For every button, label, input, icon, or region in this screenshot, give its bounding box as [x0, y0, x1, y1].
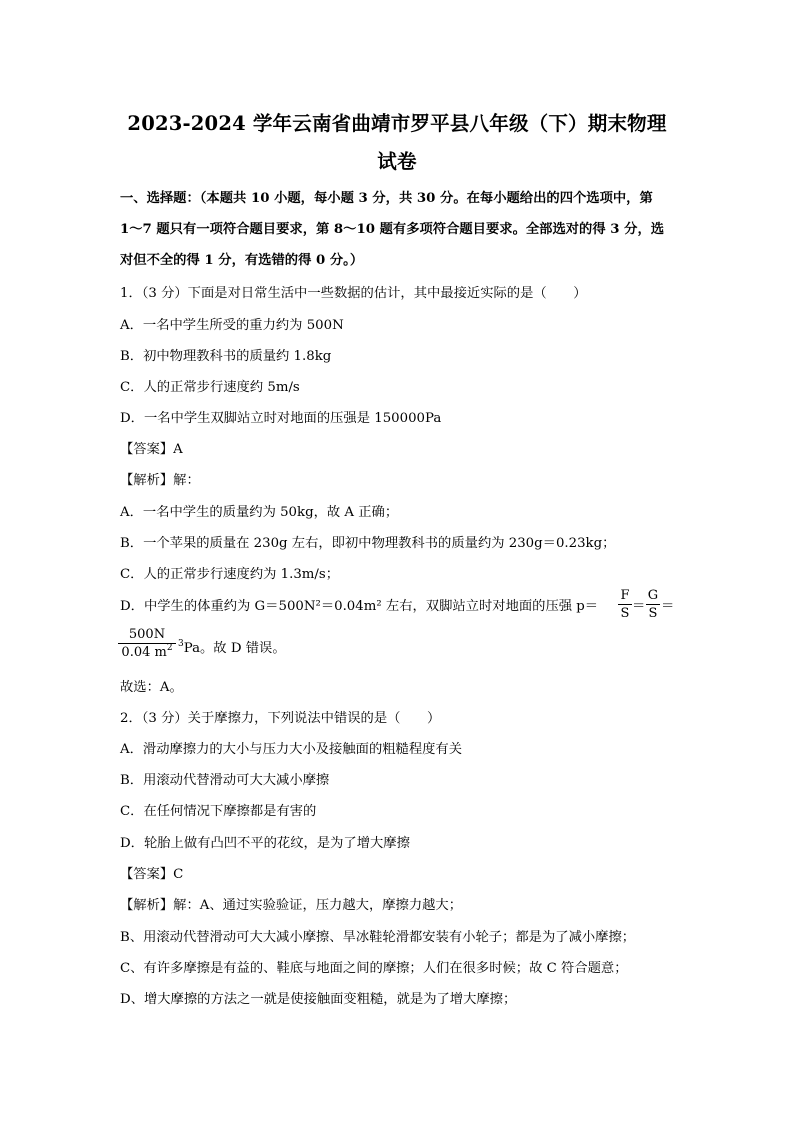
question-1-explanation-d-continued [178, 637, 286, 656]
question-1-answer: 【答案】A [120, 442, 183, 457]
question-2-answer: 【答案】C [120, 867, 184, 882]
fraction-denominator [118, 645, 176, 660]
fraction-g-over-s [646, 588, 660, 621]
section-instructions-line1: 一、选择题：（本题共 10 小题，每小题 3 分，共 30 分。在每小题给出的四个选项中，第 [120, 191, 653, 206]
question-1-option-b: B．初中物理教科书的质量约 1.8kg [120, 349, 332, 364]
question-2-option-d: D．轮胎上做有凸凹不平的花纹，是为了增大摩擦 [120, 836, 410, 851]
fraction-bar [618, 604, 632, 605]
fraction-bar [646, 604, 660, 605]
question-1-option-c: C．人的正常步行速度约 5m/s [120, 380, 300, 395]
fraction-denominator: S [620, 606, 630, 621]
fraction-denominator-base: 0.04 m [121, 645, 167, 660]
question-1-explanation-c: C．人的正常步行速度约为 1.3m/s； [120, 567, 340, 582]
question-1-analysis-heading: 【解析】解： [120, 473, 200, 488]
fraction-denominator-exponent: 2 [166, 643, 173, 653]
fraction-500n-over-area [118, 627, 176, 660]
question-2-stem: 2．（3 分）关于摩擦力，下列说法中错误的是（ ） [120, 711, 441, 726]
question-1-explanation-a: A．一名中学生的质量约为 50kg，故 A 正确； [120, 505, 399, 520]
stray-superscript: 3 [178, 639, 184, 649]
question-1-option-d: D．一名中学生双脚站立时对地面的压强是 150000Pa [120, 411, 442, 426]
question-2-explanation-1: 【解析】解：A、通过实验验证，压力越大，摩擦力越大； [120, 898, 463, 913]
fraction-denominator: S [648, 606, 658, 621]
fraction-numerator: F [620, 588, 630, 603]
question-2-explanation-3: C、有许多摩擦是有益的、鞋底与地面之间的摩擦；人们在很多时候；故 C 符合题意； [120, 961, 628, 976]
question-2-option-b: B．用滚动代替滑动可大大减小摩擦 [120, 773, 330, 788]
question-1-option-a: A．一名中学生所受的重力约为 500N [120, 318, 344, 333]
question-2-explanation-2: B、用滚动代替滑动可大大减小摩擦、旱冰鞋轮滑都安装有小轮子；都是为了减小摩擦； [120, 930, 636, 945]
section-instructions-line3: 对但不全的得 1 分，有选错的得 0 分。） [120, 253, 364, 268]
question-1-explanation-d: D．中学生的体重约为 G＝500N²＝0.04m² 左右，双脚站立时对地面的压强 p＝ [120, 599, 599, 614]
fraction-numerator: 500N [128, 627, 166, 642]
question-1-conclusion: 故选：A。 [120, 680, 183, 695]
fraction-numerator: G [647, 588, 659, 603]
explanation-d-tail: Pa。故 D 错误。 [183, 641, 286, 656]
question-2-explanation-4: D、增大摩擦的方法之一就是使接触面变粗糙，就是为了增大摩擦； [120, 992, 517, 1007]
equals-sign: ＝ [661, 599, 675, 614]
fraction-f-over-s [618, 588, 632, 621]
equals-sign: ＝ [632, 599, 646, 614]
question-1-explanation-b: B．一个苹果的质量在 230g 左右，即初中物理教科书的质量约为 230g＝0.23kg； [120, 536, 616, 551]
question-2-option-a: A．滑动摩擦力的大小与压力大小及接触面的粗糙程度有关 [120, 742, 463, 757]
page-title-line2: 试卷 [377, 150, 417, 173]
section-instructions-line2: 1～7 题只有一项符合题目要求，第 8～10 题有多项符合题目要求。全部选对的得 3 分，选 [120, 222, 665, 237]
question-1-stem: 1．（3 分）下面是对日常生活中一些数据的估计，其中最接近实际的是（ ） [120, 286, 587, 301]
page-title-line1: 2023-2024 学年云南省曲靖市罗平县八年级（下）期末物理 [127, 112, 667, 135]
question-2-option-c: C．在任何情况下摩擦都是有害的 [120, 804, 317, 819]
